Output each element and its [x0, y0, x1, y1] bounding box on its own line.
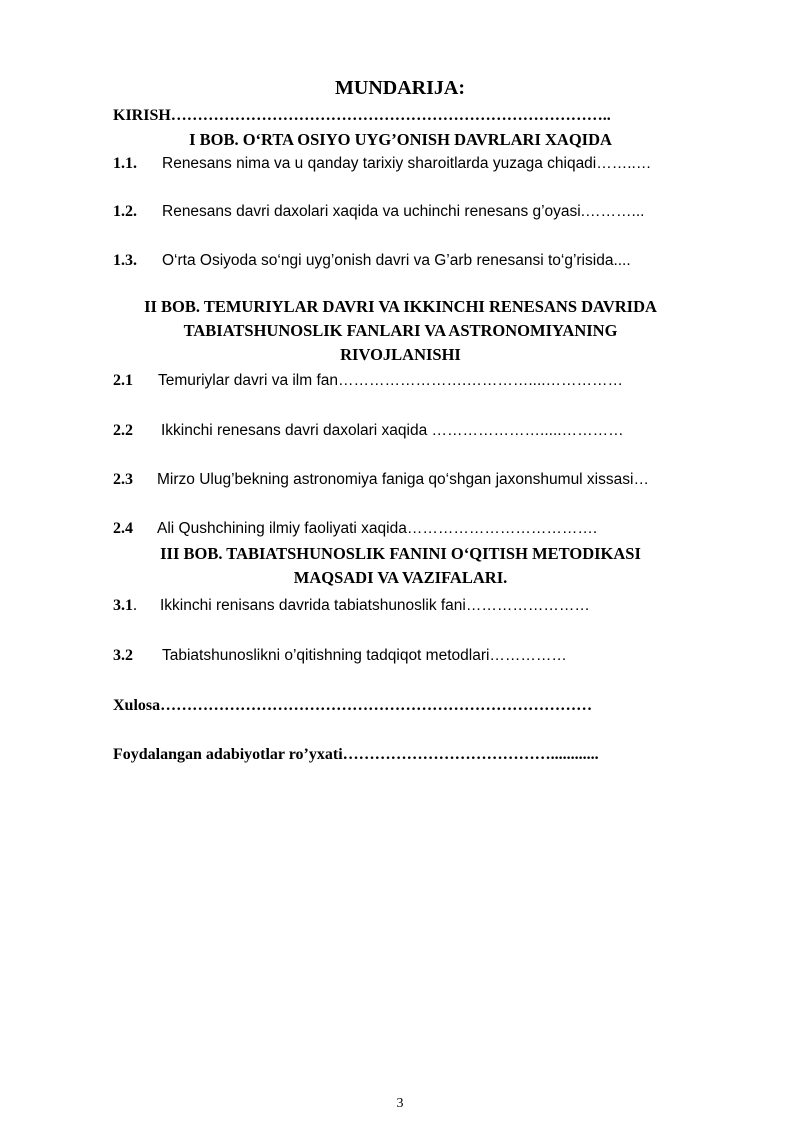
toc-entry-1-1	[113, 154, 713, 174]
toc-number: 3.2	[113, 647, 133, 664]
chapter-2-heading	[113, 295, 688, 367]
toc-entry-2-2	[113, 421, 713, 441]
chapter-3-line: MAQSADI VA VAZIFALARI.	[293, 568, 508, 587]
toc-number: 1.2.	[113, 203, 137, 220]
toc-number-separator: .	[133, 597, 137, 614]
toc-entry-2-3	[113, 470, 713, 490]
toc-entry-2-4	[113, 519, 713, 539]
toc-entry-2-1	[113, 371, 713, 391]
toc-text: Ikkinchi renisans davrida tabiatshunoslik fani……………………	[160, 597, 590, 614]
toc-number: 3.1	[113, 597, 133, 614]
toc-text: Mirzo Ulug’bekning astronomiya faniga qo‘shgan jaxonshumul xissasi…	[157, 471, 649, 488]
toc-text: O‘rta Osiyoda so‘ngi uyg’onish davri va G’arb renesansi to‘g’risida....	[162, 252, 631, 269]
toc-text: Ikkinchi renesans davri daxolari xaqida ………………….....…………	[161, 422, 624, 439]
page-title: MUNDARIJA:	[335, 77, 465, 99]
chapter-3-heading	[113, 542, 688, 590]
toc-entry-3-2	[113, 646, 713, 666]
toc-entry-3-1	[113, 596, 713, 616]
chapter-2-line: RIVOJLANISHI	[340, 345, 461, 364]
toc-number: 2.4	[113, 520, 133, 537]
toc-entry-adabiyotlar: Foydalangan adabiyotlar ro’yxati…………………………………............	[113, 746, 599, 763]
toc-entry-kirish: KIRISH………………………………………………………………………..	[113, 107, 611, 124]
toc-number: 2.2	[113, 422, 133, 439]
toc-text: Renesans davri daxolari xaqida va uchinchi renesans g’oyasi.………...	[162, 203, 645, 220]
chapter-2-line: II BOB. TEMURIYLAR DAVRI VA IKKINCHI RENESANS DAVRIDA	[144, 297, 657, 316]
toc-text: Renesans nima va u qanday tarixiy sharoitlarda yuzaga chiqadi……..…	[162, 155, 652, 172]
chapter-1-heading: I BOB. O‘RTA OSIYO UYG’ONISH DAVRLARI XAQIDA	[189, 130, 612, 149]
toc-text: Ali Qushchining ilmiy faoliyati xaqida……………………………….	[157, 520, 598, 537]
toc-number: 1.1.	[113, 155, 137, 172]
chapter-2-line: TABIATSHUNOSLIK FANLARI VA ASTRONOMIYANING	[183, 321, 618, 340]
toc-text: Temuriylar davri va ilm fan…………………….…………....……………	[158, 372, 624, 389]
toc-number: 2.1	[113, 372, 133, 389]
toc-entry-xulosa: Xulosa………………………………………………………………………	[113, 697, 593, 714]
page-number: 3	[396, 1096, 404, 1111]
chapter-3-line: III BOB. TABIATSHUNOSLIK FANINI O‘QITISH METODIKASI	[160, 544, 641, 563]
toc-number: 1.3.	[113, 252, 137, 269]
toc-number: 2.3	[113, 471, 133, 488]
toc-entry-1-3	[113, 251, 713, 271]
toc-entry-1-2	[113, 202, 713, 222]
toc-text: Tabiatshunoslikni o’qitishning tadqiqot metodlari……………	[162, 647, 567, 664]
